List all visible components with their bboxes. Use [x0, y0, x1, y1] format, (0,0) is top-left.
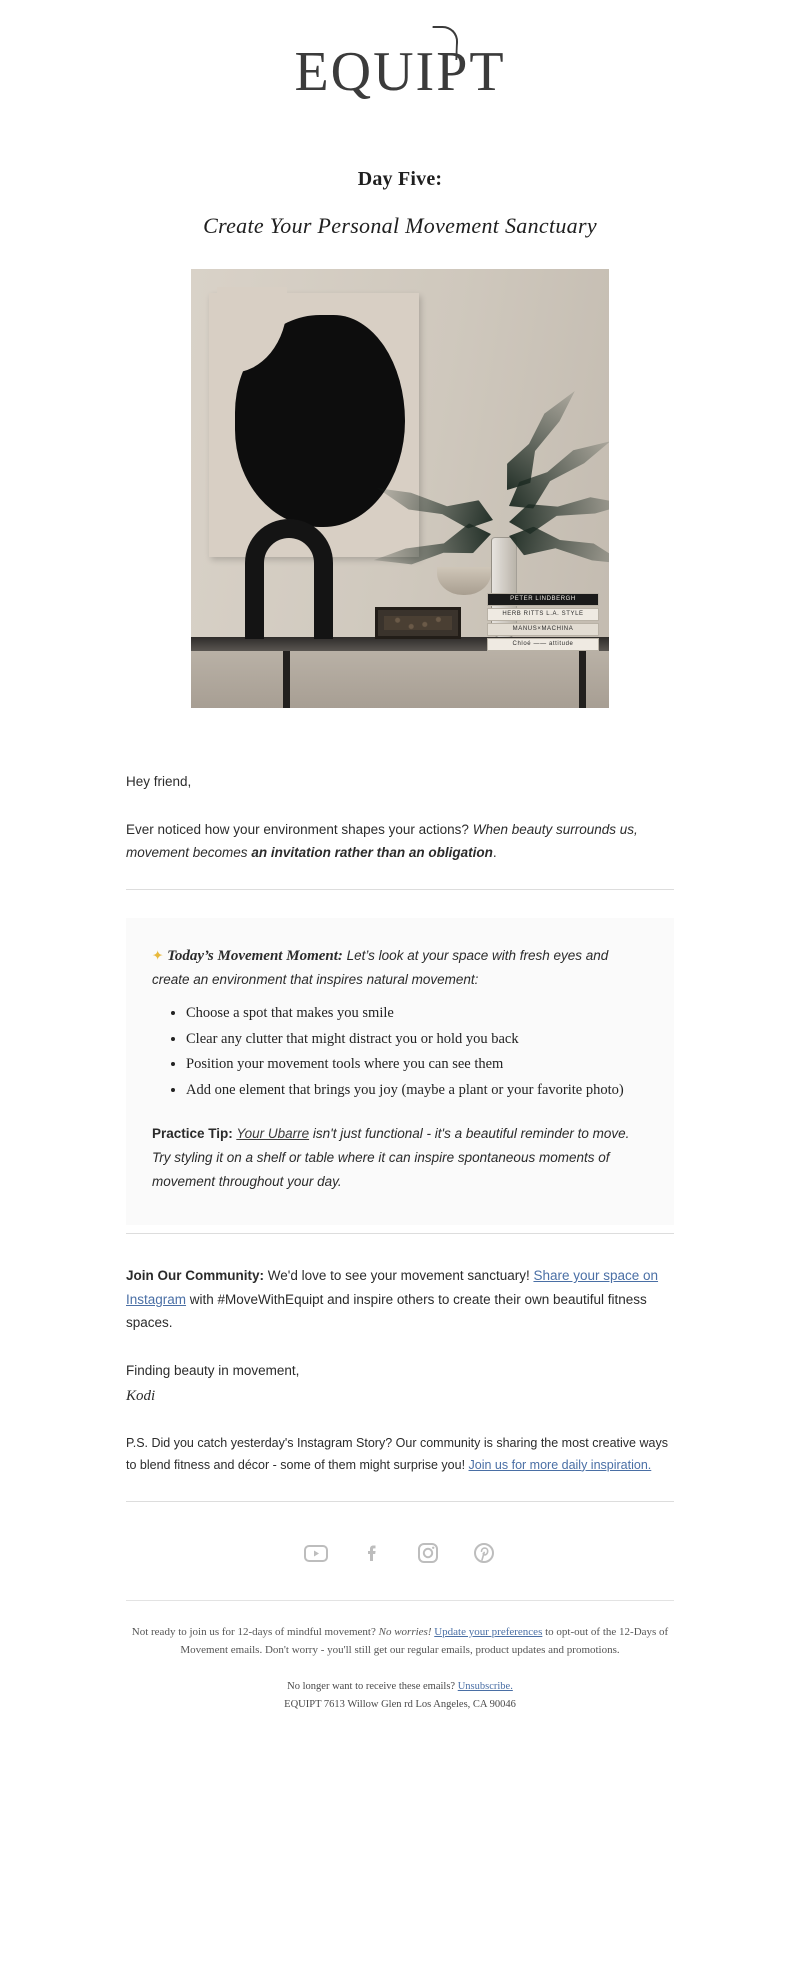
book-stack: [487, 591, 599, 651]
book-spine: Chloé —— attitude: [487, 638, 599, 651]
footer-optout-text: [126, 1623, 674, 1660]
footer-text-1: Not ready to join us for 12-days of mindful movement?: [131, 1625, 379, 1638]
footer-no-worries: No worries!: [378, 1625, 432, 1638]
social-links: [126, 1502, 674, 1600]
divider: [126, 889, 674, 890]
greeting: Hey friend,: [126, 774, 192, 789]
sparkle-icon: ✦: [152, 947, 164, 963]
signoff-block: [126, 1359, 674, 1409]
list-item: • Choose a spot that makes you smile: [186, 1002, 648, 1025]
tray-texture: [384, 616, 452, 630]
logo-wordmark: EQUIPT: [294, 41, 506, 103]
book-spine: PETER LINDBERGH: [487, 593, 599, 606]
intro-paragraph: [126, 818, 674, 865]
pinterest-icon[interactable]: [467, 1536, 501, 1570]
page-title: Create Your Personal Movement Sanctuary: [203, 213, 597, 238]
unsubscribe-link[interactable]: Unsubscribe.: [457, 1681, 513, 1692]
wooden-tray: [375, 607, 461, 639]
email-footer: [126, 1601, 674, 1750]
hero-image: [191, 269, 609, 708]
intro-text-1: Ever noticed how your environment shapes your actions?: [126, 821, 473, 837]
daily-inspiration-link[interactable]: Join us for more daily inspiration.: [468, 1457, 652, 1472]
brand-header: [0, 0, 800, 103]
update-preferences-link[interactable]: Update your preferences: [434, 1625, 543, 1638]
community-paragraph: [126, 1264, 674, 1335]
hero-image-wrap: [191, 269, 609, 708]
moment-lead-text: Let’s look at your space with fresh eyes and create an environment that inspires natural movement:: [152, 947, 609, 988]
list-item: • Add one element that brings you joy (maybe a plant or your favorite photo): [186, 1079, 648, 1102]
ps-paragraph: [126, 1433, 674, 1477]
instagram-icon[interactable]: [411, 1536, 445, 1570]
equipt-logo: [294, 41, 506, 103]
youtube-icon[interactable]: [299, 1536, 333, 1570]
community-text-2: with #MoveWithEquipt and inspire others to create their own beautiful fitness spaces.: [126, 1291, 647, 1331]
footer-unsub-text: No longer want to receive these emails?: [287, 1681, 458, 1692]
share-on-instagram-link[interactable]: Share your space on Instagram: [126, 1268, 659, 1307]
day-title: Day Five:: [357, 168, 443, 190]
moment-bullet-list: [152, 1002, 648, 1102]
community-label: Join Our Community:: [126, 1268, 264, 1284]
practice-tip-text: isn't just functional - it's a beautiful reminder to move. Try styling it on a shelf or table where it can inspire spontaneous moments of movement throughout your day.: [152, 1126, 630, 1189]
table-leg: [283, 651, 290, 708]
abstract-artwork: [209, 293, 419, 557]
book-spine: MANUS×MACHINA: [487, 623, 599, 636]
movement-moment-card: [126, 918, 674, 1225]
practice-tip: [152, 1122, 648, 1193]
footer-legal: [126, 1678, 674, 1740]
list-item: • Clear any clutter that might distract you or hold you back: [186, 1028, 648, 1051]
book-spine: HERB RITTS L.A. STYLE: [487, 608, 599, 621]
logo-hook-decoration: [432, 26, 459, 60]
company-address: EQUIPT 7613 Willow Glen rd Los Angeles, CA 90046: [284, 1698, 516, 1710]
list-item: • Position your movement tools where you can see them: [186, 1053, 648, 1076]
intro-bold-italic: an invitation rather than an obligation: [251, 845, 493, 861]
table-leg: [579, 651, 586, 708]
community-text-1: We'd love to see your movement sanctuary!: [264, 1268, 534, 1284]
intro-text-2: .: [492, 845, 497, 861]
body-copy: [126, 708, 674, 865]
ubarre-link[interactable]: Your Ubarre: [236, 1126, 310, 1142]
signoff-line: Finding beauty in movement,: [126, 1363, 300, 1378]
facebook-icon[interactable]: [355, 1536, 389, 1570]
console-table-shelf: [191, 651, 609, 708]
arch-sculpture: [245, 519, 333, 639]
community-section: [126, 1234, 674, 1477]
ps-text: P.S. Did you catch yesterday's Instagram Story? Our community is sharing the most creative ways to blend fitness and décor - some of them might surprise you!: [126, 1435, 668, 1472]
moment-heading: Today’s Movement Moment:: [167, 947, 343, 964]
footer-text-2: to opt-out of the 12-Days of Movement emails. Don't worry - you'll still get our regular emails, product updates and promotions.: [180, 1625, 669, 1657]
signature: Kodi: [126, 1387, 156, 1404]
practice-tip-label: Practice Tip:: [152, 1126, 233, 1142]
moment-lead: [152, 944, 648, 992]
intro-italic: When beauty surrounds us, movement becomes: [126, 821, 638, 861]
